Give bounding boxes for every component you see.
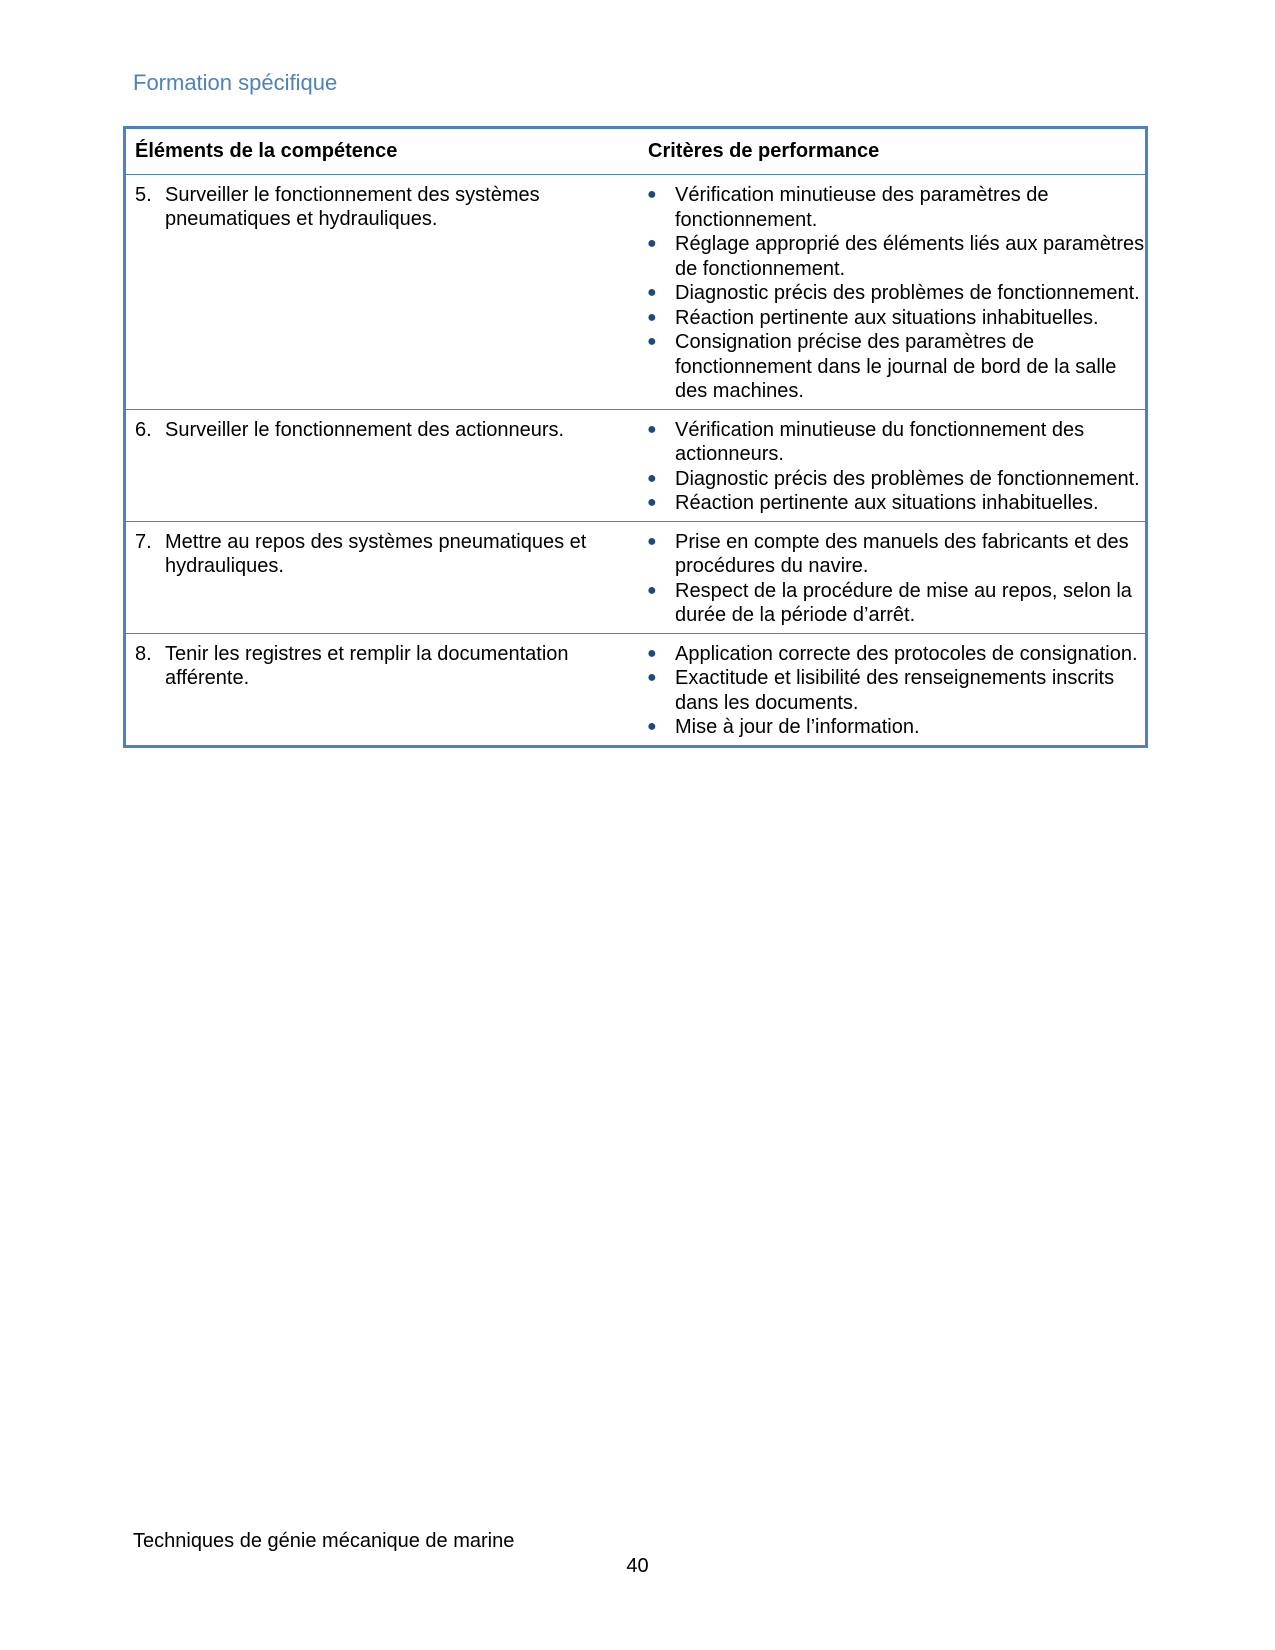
element-number: 7.	[135, 530, 152, 553]
table-row	[126, 174, 1145, 409]
element-number: 8.	[135, 642, 152, 665]
element-text: Surveiller le fonctionnement des actionneurs.	[165, 418, 565, 441]
criteria-list	[645, 530, 1145, 628]
competency-element	[135, 418, 635, 442]
page-number: 40	[626, 1555, 649, 1577]
element-text: Surveiller le fonctionnement des systèmes pneumatiques et hydrauliques.	[165, 184, 540, 230]
list-item	[645, 281, 1145, 306]
criterion-text: Vérification minutieuse du fonctionnement des actionneurs.	[675, 418, 1085, 465]
bullet-icon: ●	[647, 420, 657, 438]
list-item	[645, 491, 1145, 516]
criteria-cell	[635, 183, 1145, 404]
bullet-icon: ●	[647, 333, 657, 350]
bullet-icon: ●	[647, 469, 657, 487]
element-number: 5.	[135, 184, 152, 206]
table-row	[126, 409, 1145, 521]
table-header-row	[126, 129, 1145, 174]
section-title: Formation spécifique	[133, 70, 338, 95]
list-item	[645, 418, 1145, 467]
criterion-text: Respect de la procédure de mise au repos, selon la durée de la période d’arrêt.	[675, 579, 1132, 626]
list-item	[645, 183, 1145, 232]
criterion-text: Réglage approprié des éléments liés aux paramètres de fonctionnement.	[675, 233, 1145, 280]
criterion-text: Mise à jour de l’information.	[675, 716, 920, 738]
criterion-text: Exactitude et lisibilité des renseignements inscrits dans les documents.	[675, 667, 1115, 714]
bullet-icon: ●	[647, 235, 657, 252]
bullet-icon: ●	[647, 186, 657, 203]
element-text: Mettre au repos des systèmes pneumatiques et hydrauliques.	[165, 530, 587, 577]
list-item	[645, 232, 1145, 281]
element-cell	[126, 530, 635, 628]
table-body	[126, 174, 1145, 745]
competency-element	[135, 530, 635, 578]
bullet-icon: ●	[647, 284, 657, 301]
element-cell	[126, 418, 635, 516]
bullet-icon: ●	[647, 718, 657, 735]
footer-text: Techniques de génie mécanique de marine	[133, 1530, 515, 1552]
competency-element	[135, 183, 635, 231]
header-elements: Éléments de la compétence	[135, 140, 398, 162]
element-text: Tenir les registres et remplir la documentation afférente.	[165, 642, 569, 689]
criterion-text: Vérification minutieuse des paramètres de fonctionnement.	[675, 184, 1049, 231]
list-item	[645, 530, 1145, 579]
bullet-icon: ●	[647, 308, 657, 326]
criterion-text: Réaction pertinente aux situations inhabituelles.	[675, 492, 1099, 514]
table-row	[126, 521, 1145, 633]
criteria-cell	[635, 642, 1145, 740]
element-number: 6.	[135, 418, 152, 441]
criterion-text: Réaction pertinente aux situations inhabituelles.	[675, 306, 1099, 329]
bullet-icon: ●	[647, 644, 657, 662]
list-item	[645, 642, 1145, 667]
element-cell	[126, 642, 635, 740]
criterion-text: Consignation précise des paramètres de fonctionnement dans le journal de bord de la salle des machines.	[675, 331, 1117, 402]
header-criteria: Critères de performance	[648, 140, 880, 162]
competency-table	[123, 126, 1148, 748]
criterion-text: Prise en compte des manuels des fabricants et des procédures du navire.	[675, 530, 1129, 577]
bullet-icon: ●	[647, 494, 657, 511]
criterion-text: Application correcte des protocoles de consignation.	[675, 642, 1138, 665]
bullet-icon: ●	[647, 532, 657, 550]
table-row	[126, 633, 1145, 745]
criteria-cell	[635, 530, 1145, 628]
list-item	[645, 306, 1145, 331]
competency-element	[135, 642, 635, 690]
list-item	[645, 715, 1145, 740]
list-item	[645, 467, 1145, 492]
criterion-text: Diagnostic précis des problèmes de fonctionnement.	[675, 467, 1140, 490]
criterion-text: Diagnostic précis des problèmes de fonctionnement.	[675, 282, 1140, 304]
criteria-cell	[635, 418, 1145, 516]
list-item	[645, 330, 1145, 404]
bullet-icon: ●	[647, 669, 657, 686]
criteria-list	[645, 183, 1145, 404]
list-item	[645, 666, 1145, 715]
criteria-list	[645, 418, 1145, 516]
criteria-list	[645, 642, 1145, 740]
element-cell	[126, 183, 635, 404]
list-item	[645, 579, 1145, 628]
bullet-icon: ●	[647, 581, 657, 599]
